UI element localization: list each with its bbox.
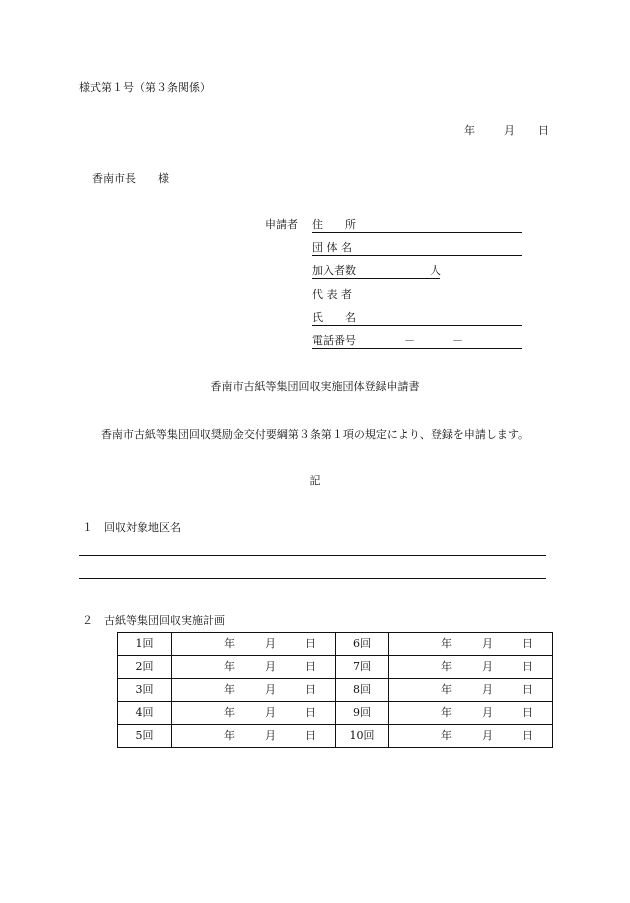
plan-date-cell[interactable] [389, 633, 553, 656]
plan-round-label: 10回 [336, 725, 389, 748]
date-day-label: 日 [538, 124, 549, 137]
members-count-label: 加入者数 [312, 264, 356, 277]
plan-table-row [118, 633, 553, 656]
plan-month-label: 月 [482, 683, 493, 696]
form-number-label: 様式第１号（第３条関係） [79, 81, 211, 94]
ki-note-mark: 記 [309, 474, 321, 487]
addressee: 香南市長 様 [92, 172, 169, 185]
plan-year-label: 年 [224, 706, 235, 719]
plan-date-cell[interactable] [172, 633, 336, 656]
phone-label: 電話番号 [312, 334, 356, 347]
plan-date-cell[interactable] [172, 679, 336, 702]
plan-day-label: 日 [305, 706, 316, 719]
plan-round-label: 7回 [336, 656, 389, 679]
plan-day-label: 日 [305, 729, 316, 742]
plan-round-label: 4回 [118, 702, 172, 725]
plan-date-cell[interactable] [389, 702, 553, 725]
name-label: 氏 名 [312, 311, 356, 324]
plan-date-cell[interactable] [389, 656, 553, 679]
plan-day-label: 日 [522, 637, 533, 650]
plan-table-row [118, 679, 553, 702]
plan-month-label: 月 [482, 660, 493, 673]
plan-table-row [118, 656, 553, 679]
plan-day-label: 日 [522, 706, 533, 719]
plan-day-label: 日 [522, 660, 533, 673]
plan-month-label: 月 [265, 729, 276, 742]
plan-round-label: 1回 [118, 633, 172, 656]
plan-year-label: 年 [224, 660, 235, 673]
plan-month-label: 月 [265, 706, 276, 719]
address-field[interactable] [312, 218, 522, 233]
plan-round-label: 3回 [118, 679, 172, 702]
plan-year-label: 年 [441, 683, 452, 696]
name-field[interactable] [312, 311, 522, 326]
group-name-field[interactable] [312, 241, 522, 256]
representative-row [312, 288, 522, 302]
plan-day-label: 日 [305, 637, 316, 650]
district-line-1[interactable] [79, 555, 546, 556]
phone-dash-2: － [452, 334, 463, 347]
plan-table-row [118, 725, 553, 748]
applicant-heading: 申請者 [265, 218, 298, 231]
plan-date-cell[interactable] [389, 725, 553, 748]
plan-round-label: 8回 [336, 679, 389, 702]
section1-heading: １ 回収対象地区名 [82, 521, 181, 534]
members-count-field[interactable] [312, 264, 440, 279]
plan-year-label: 年 [224, 683, 235, 696]
phone-field[interactable] [312, 334, 522, 349]
plan-day-label: 日 [305, 660, 316, 673]
plan-year-label: 年 [441, 706, 452, 719]
date-year-label: 年 [464, 124, 475, 137]
plan-round-label: 9回 [336, 702, 389, 725]
plan-month-label: 月 [482, 706, 493, 719]
plan-month-label: 月 [265, 637, 276, 650]
plan-year-label: 年 [224, 637, 235, 650]
plan-month-label: 月 [265, 683, 276, 696]
plan-round-label: 2回 [118, 656, 172, 679]
plan-date-cell[interactable] [172, 656, 336, 679]
plan-year-label: 年 [441, 660, 452, 673]
plan-date-cell[interactable] [389, 679, 553, 702]
plan-day-label: 日 [305, 683, 316, 696]
plan-month-label: 月 [482, 729, 493, 742]
plan-round-label: 5回 [118, 725, 172, 748]
plan-round-label: 6回 [336, 633, 389, 656]
plan-year-label: 年 [441, 637, 452, 650]
phone-dash-1: － [404, 334, 415, 347]
plan-year-label: 年 [441, 729, 452, 742]
document-title: 香南市古紙等集団回収実施団体登録申請書 [210, 380, 420, 393]
district-line-2[interactable] [79, 578, 546, 579]
members-unit-label: 人 [430, 264, 441, 277]
address-label: 住 所 [312, 218, 356, 231]
plan-day-label: 日 [522, 729, 533, 742]
representative-label: 代 表 者 [312, 288, 352, 301]
plan-month-label: 月 [482, 637, 493, 650]
body-text: 香南市古紙等集団回収奨励金交付要綱第３条第１項の規定により、登録を申請します。 [100, 428, 530, 441]
plan-day-label: 日 [522, 683, 533, 696]
group-name-label: 団 体 名 [312, 241, 352, 254]
plan-year-label: 年 [224, 729, 235, 742]
plan-date-cell[interactable] [172, 702, 336, 725]
collection-plan-table [117, 632, 553, 748]
plan-month-label: 月 [265, 660, 276, 673]
plan-table-row [118, 702, 553, 725]
date-month-label: 月 [504, 124, 515, 137]
section2-heading: ２ 古紙等集団回収実施計画 [82, 614, 225, 627]
plan-date-cell[interactable] [172, 725, 336, 748]
